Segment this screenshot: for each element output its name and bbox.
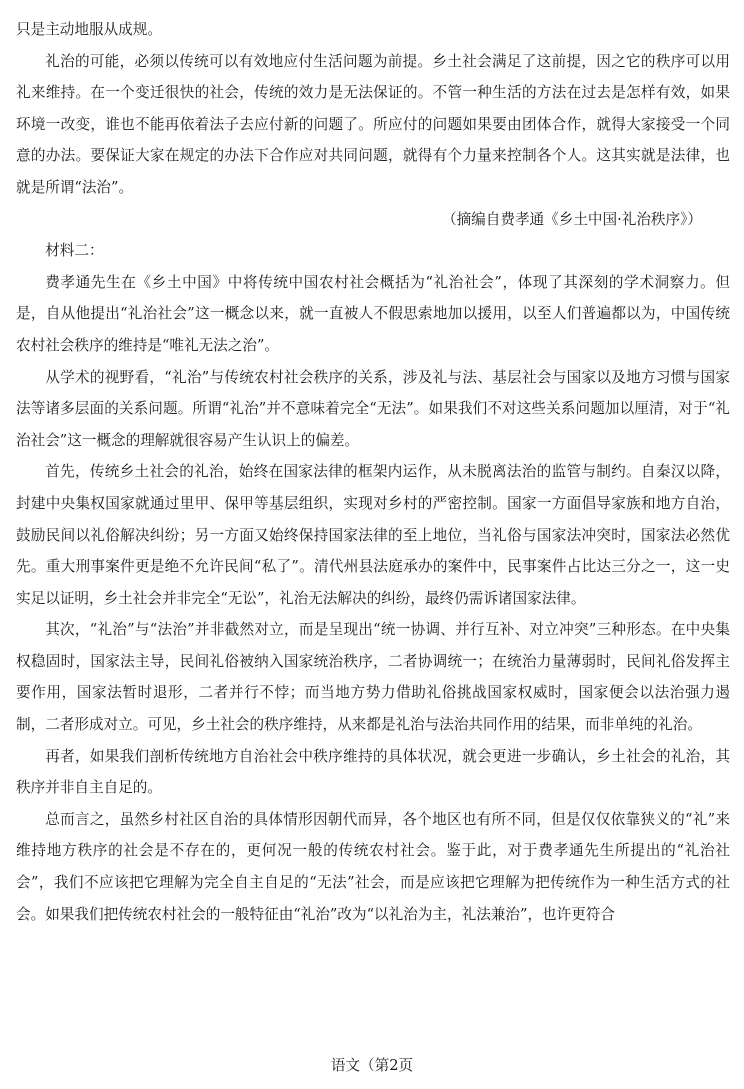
paragraph-third: 再者，如果我们剖析传统地方自治社会中秩序维持的具体状况，就会更进一步确认，乡土社会的礼治，其秩序并非自主自足的。 <box>16 747 730 797</box>
paragraph-second: 其次，“礼治”与“法治”并非截然对立，而是呈现出“统一协调、并行互补、对立冲突”三种形态。在中央集权稳固时，国家法主导，民间礼俗被纳入国家统治秩序，二者协调统一；在统治力量薄弱时，民间礼俗发挥主要作用，国家法暂时退形，二者并行不悖；而当地方势力借助礼俗挑战国家权威时，国家便会以法治强力遏制，二者形成对立。可见，乡土社会的秩序维持，从来都是礼治与法治共同作用的结果，而非单纯的礼治。 <box>16 621 730 734</box>
source-citation: （摘编自费孝通《乡土中国·礼治秩序》） <box>441 210 702 228</box>
paragraph-continuation: 只是主动地服从成规。 <box>16 21 162 38</box>
document-page <box>16 14 730 930</box>
material-two-heading: 材料二： <box>45 242 104 260</box>
paragraph-intro: 费孝通先生在《乡土中国》中将传统中国农村社会概括为“礼治社会”，体现了其深刻的学术洞察力。但是，自从他提出“礼治社会”这一概念以来，就一直被人不假思索地加以援用，以至人们普遍都以为，中国传统农村社会秩序的维持是“唯礼无法之治”。 <box>16 273 730 354</box>
paragraph-conclusion: 总而言之，虽然乡村社区自治的具体情形因朝代而异，各个地区也有所不同，但是仅仅依靠狭义的“礼”来维持地方秩序的社会是不存在的，更何况一般的传统农村社会。鉴于此，对于费孝通先生所提出的“礼治社会”，我们不应该把它理解为完全自主自足的“无法”社会，而是应该把它理解为把传统作为一种生活方式的社会。如果我们把传统农村社会的一般特征由“礼治”改为“以礼治为主，礼法兼治”，也许更符合 <box>16 810 730 923</box>
paragraph-first: 首先，传统乡土社会的礼治，始终在国家法律的框架内运作，从未脱离法治的监管与制约。自秦汉以降，封建中央集权国家就通过里甲、保甲等基层组织，实现对乡村的严密控制。国家一方面倡导家族和地方自治，鼓励民间以礼俗解决纠纷；另一方面又始终保持国家法律的至上地位，当礼俗与国家法冲突时，国家法必然优先。重大刑事案件更是绝不允许民间“私了”。清代州县法庭承办的案件中，民事案件占比达三分之一，这一史实足以证明，乡土社会并非完全“无讼”，礼治无法解决的纠纷，最终仍需诉诸国家法律。 <box>16 463 730 607</box>
page-footer: 语文（第2页 <box>330 1057 414 1074</box>
paragraph-academic-view: 从学术的视野看，“礼治”与传统农村社会秩序的关系，涉及礼与法、基层社会与国家以及地方习惯与国家法等诸多层面的关系问题。所谓“礼治”并不意味着完全“无法”。如果我们不对这些关系问题加以厘清，对于“礼治社会”这一概念的理解就很容易产生认识上的偏差。 <box>16 368 730 449</box>
paragraph-rule-of-rites: 礼治的可能，必须以传统可以有效地应付生活问题为前提。乡土社会满足了这前提，因之它的秩序可以用礼来维持。在一个变迁很快的社会，传统的效力是无法保证的。不管一种生活的方法在过去是怎样有效，如果环境一改变，谁也不能再依着法子去应付新的问题了。所应付的问题如果要由团体合作，就得大家接受一个同意的办法。要保证大家在规定的办法下合作应对共同问题，就得有个力量来控制各个人。这其实就是法律，也就是所谓“法治”。 <box>16 52 730 196</box>
